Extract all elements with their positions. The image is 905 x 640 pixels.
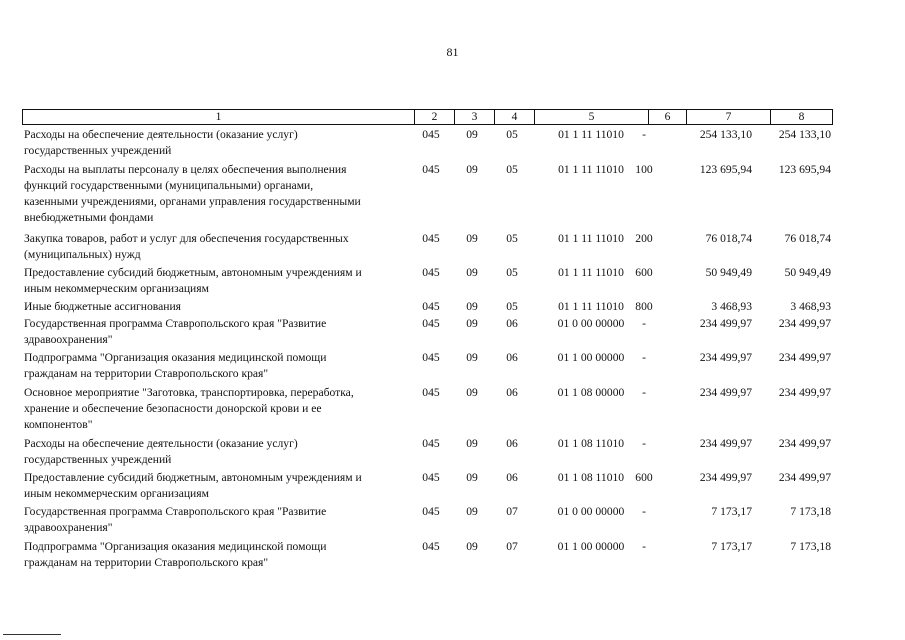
section-code: 09 <box>466 471 478 484</box>
amount-col-8: 234 499,97 <box>778 351 831 364</box>
amount-col-7: 234 499,97 <box>699 437 752 450</box>
section-code: 09 <box>466 266 478 279</box>
amount-col-7: 234 499,97 <box>699 317 752 330</box>
table-header <box>22 109 833 125</box>
target-item-code: 01 1 00 00000 <box>557 351 625 364</box>
expense-type-code: - <box>642 540 646 553</box>
amount-col-7: 3 468,93 <box>711 300 752 313</box>
section-code: 09 <box>466 300 478 313</box>
header-col-5: 5 <box>535 110 649 124</box>
subsection-code: 05 <box>506 300 518 313</box>
ministry-code: 045 <box>422 351 440 364</box>
amount-col-7: 234 499,97 <box>699 386 752 399</box>
section-code: 09 <box>466 128 478 141</box>
amount-col-7: 123 695,94 <box>699 163 752 176</box>
section-code: 09 <box>466 505 478 518</box>
expense-type-code: - <box>642 128 646 141</box>
header-col-1: 1 <box>23 110 415 124</box>
subsection-code: 06 <box>506 437 518 450</box>
expense-type-code: 800 <box>635 300 653 313</box>
section-code: 09 <box>466 437 478 450</box>
ministry-code: 045 <box>422 540 440 553</box>
amount-col-8: 254 133,10 <box>778 128 831 141</box>
expense-name: Закупка товаров, работ и услуг для обеспечения государственных (муниципальных) нужд <box>24 232 349 261</box>
subsection-code: 07 <box>506 505 518 518</box>
ministry-code: 045 <box>422 232 440 245</box>
section-code: 09 <box>466 232 478 245</box>
amount-col-7: 7 173,17 <box>711 505 752 518</box>
ministry-code: 045 <box>422 505 440 518</box>
header-col-3: 3 <box>455 110 495 124</box>
target-item-code: 01 1 11 11010 <box>558 128 624 141</box>
expense-type-code: 600 <box>635 471 653 484</box>
section-code: 09 <box>466 163 478 176</box>
target-item-code: 01 1 11 11010 <box>558 163 624 176</box>
target-item-code: 01 1 11 11010 <box>558 300 624 313</box>
ministry-code: 045 <box>422 437 440 450</box>
amount-col-7: 234 499,97 <box>699 471 752 484</box>
amount-col-7: 234 499,97 <box>699 351 752 364</box>
target-item-code: 01 1 08 11010 <box>557 437 625 450</box>
header-col-8: 8 <box>798 111 805 123</box>
expense-name: Расходы на обеспечение деятельности (оказание услуг) государственных учреждений <box>24 437 298 466</box>
target-item-code: 01 0 00 00000 <box>557 317 625 330</box>
amount-col-8: 3 468,93 <box>790 300 831 313</box>
amount-col-8: 50 949,49 <box>784 266 831 279</box>
expense-type-code: 200 <box>635 232 653 245</box>
expense-type-code: 100 <box>635 163 653 176</box>
subsection-code: 05 <box>506 128 518 141</box>
section-code: 09 <box>466 386 478 399</box>
header-col-2: 2 <box>415 110 455 124</box>
subsection-code: 05 <box>506 266 518 279</box>
expense-name: Подпрограмма "Организация оказания медицинской помощи гражданам на территории Ставропольского края" <box>24 351 327 380</box>
target-item-code: 01 1 11 11010 <box>558 266 624 279</box>
expense-type-code: - <box>642 386 646 399</box>
expense-name: Иные бюджетные ассигнования <box>24 300 181 313</box>
footnote-divider <box>3 634 61 635</box>
header-col-6: 6 <box>649 110 687 124</box>
expense-type-code: - <box>642 317 646 330</box>
expense-type-code: - <box>642 351 646 364</box>
amount-col-7: 50 949,49 <box>705 266 752 279</box>
expense-name: Предоставление субсидий бюджетным, автономным учреждениям и иным некоммерческим организациям <box>24 471 362 500</box>
amount-col-7: 7 173,17 <box>711 540 752 553</box>
amount-col-7: 254 133,10 <box>699 128 752 141</box>
section-code: 09 <box>466 317 478 330</box>
header-col-7: 7 <box>687 110 771 124</box>
expense-name: Предоставление субсидий бюджетным, автономным учреждениям и иным некоммерческим организациям <box>24 266 362 295</box>
target-item-code: 01 1 08 11010 <box>557 471 625 484</box>
header-col-4: 4 <box>495 110 535 124</box>
ministry-code: 045 <box>422 163 440 176</box>
amount-col-8: 7 173,18 <box>790 540 831 553</box>
subsection-code: 06 <box>506 471 518 484</box>
section-code: 09 <box>466 540 478 553</box>
amount-col-8: 76 018,74 <box>784 232 831 245</box>
expense-name: Подпрограмма "Организация оказания медицинской помощи гражданам на территории Ставропольского края" <box>24 540 327 569</box>
amount-col-8: 234 499,97 <box>778 317 831 330</box>
section-code: 09 <box>466 351 478 364</box>
ministry-code: 045 <box>422 317 440 330</box>
subsection-code: 06 <box>506 351 518 364</box>
target-item-code: 01 1 00 00000 <box>557 540 625 553</box>
expense-type-code: - <box>642 505 646 518</box>
target-item-code: 01 1 08 00000 <box>557 386 625 399</box>
amount-col-8: 234 499,97 <box>778 386 831 399</box>
expense-name: Государственная программа Ставропольского края "Развитие здравоохранения" <box>24 317 327 346</box>
expense-type-code: - <box>642 437 646 450</box>
subsection-code: 05 <box>506 232 518 245</box>
amount-col-8: 234 499,97 <box>778 471 831 484</box>
subsection-code: 05 <box>506 163 518 176</box>
amount-col-8: 234 499,97 <box>778 437 831 450</box>
ministry-code: 045 <box>422 128 440 141</box>
ministry-code: 045 <box>422 300 440 313</box>
amount-col-7: 76 018,74 <box>705 232 752 245</box>
expense-name: Государственная программа Ставропольского края "Развитие здравоохранения" <box>24 505 327 534</box>
target-item-code: 01 0 00 00000 <box>557 505 625 518</box>
amount-col-8: 7 173,18 <box>790 505 831 518</box>
expense-name: Расходы на выплаты персоналу в целях обеспечения выполнения функций государственными (муниципальными) органами, казенными учреждениями, органами управления государственными внебюджетными фондами <box>24 163 361 224</box>
subsection-code: 07 <box>506 540 518 553</box>
expense-type-code: 600 <box>635 266 653 279</box>
amount-col-8: 123 695,94 <box>778 163 831 176</box>
target-item-code: 01 1 11 11010 <box>558 232 624 245</box>
ministry-code: 045 <box>422 386 440 399</box>
ministry-code: 045 <box>422 471 440 484</box>
subsection-code: 06 <box>506 317 518 330</box>
expense-name: Расходы на обеспечение деятельности (оказание услуг) государственных учреждений <box>24 128 298 157</box>
expense-name: Основное мероприятие "Заготовка, транспортировка, переработка, хранение и обеспечение безопасности донорской крови и ее компонентов" <box>24 386 354 431</box>
page-number: 81 <box>446 45 459 59</box>
ministry-code: 045 <box>422 266 440 279</box>
subsection-code: 06 <box>506 386 518 399</box>
